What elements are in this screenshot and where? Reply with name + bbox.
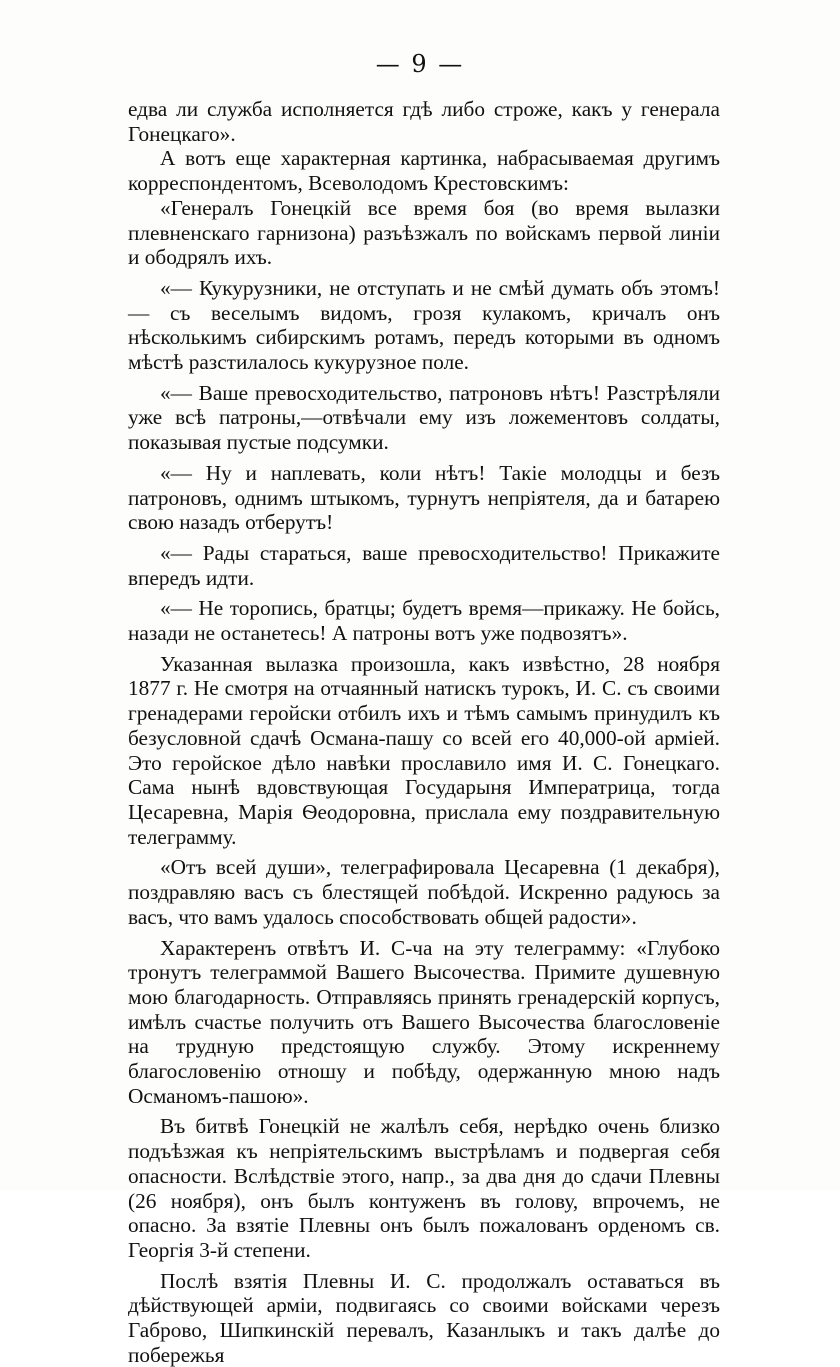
paragraph: «— Не торопись, братцы; будетъ время—прикажу. Не бойсь, назади не останетесь! А патроны вотъ уже подвозятъ». <box>128 596 720 646</box>
paragraph: Въ битвѣ Гонецкій не жалѣлъ себя, нерѣдко очень близко подъѣзжая къ непріятельскимъ выстрѣламъ и подвергая себя опасности. Вслѣдствіе этого, напр., за два дня до сдачи Плевны (26 ноября), онъ былъ контуженъ въ голову, впрочемъ, не опасно. За взятіе Плевны онъ былъ пожалованъ орденомъ св. Георгія 3-й степени. <box>128 1114 720 1262</box>
page-number: — 9 — <box>375 50 465 78</box>
paragraph: Послѣ взятія Плевны И. С. продолжалъ оставаться въ дѣйствующей арміи, подвигаясь со своими войсками черезъ Габрово, Шипкинскій перевалъ, Казанлыкъ и такъ далѣе до побережья <box>128 1268 720 1367</box>
body-text <box>128 97 720 1367</box>
paragraph: «— Ну и наплевать, коли нѣтъ! Такіе молодцы и безъ патроновъ, однимъ штыкомъ, турнутъ непріятеля, да и батарею свою назадъ отберутъ! <box>128 460 720 535</box>
paragraph: «Генералъ Гонецкій все время боя (во время вылазки плевненскаго гарнизона) разъѣзжалъ по войскамъ первой линіи и ободрялъ ихъ. <box>128 195 720 270</box>
paragraph: А вотъ еще характерная картинка, набрасываемая другимъ корреспондентомъ, Всеволодомъ Крестовскимъ: <box>128 146 720 196</box>
paragraph: Указанная вылазка произошла, какъ извѣстно, 28 ноября 1877 г. Не смотря на отчаянный натискъ турокъ, И. С. съ своими гренадерами геройски отбилъ ихъ и тѣмъ самымъ принудилъ къ безусловной сдачѣ Османа-пашу со всей его 40,000-ой арміей. Это геройское дѣло навѣки прославило имя И. С. Гонецкаго. Сама нынѣ вдовствующая Государыня Императрица, тогда Цесаревна, Марія Ѳеодоровна, прислала ему поздравительную телеграмму. <box>128 651 720 849</box>
paragraph: едва ли служба исполняется гдѣ либо строже, какъ у генерала Гонецкаго». <box>128 97 720 146</box>
paragraph: «— Ваше превосходительство, патроновъ нѣтъ! Разстрѣляли уже всѣ патроны,—отвѣчали ему изъ ложементовъ солдаты, показывая пустые подсумки. <box>128 380 720 455</box>
paragraph: «— Рады стараться, ваше превосходительство! Прикажите впередъ идти. <box>128 540 720 590</box>
paragraph: «Отъ всей души», телеграфировала Цесаревна (1 декабря), поздравляю васъ съ блестящей побѣдой. Искренно радуюсь за васъ, что вамъ удалось способствовать общей радости». <box>128 855 720 929</box>
paragraph: Характеренъ отвѣтъ И. С-ча на эту телеграмму: «Глубоко тронутъ телеграммой Вашего Высочества. Примите душевную мою благодарность. Отправляясь принять гренадерскій корпусъ, имѣлъ счастье получить отъ Вашего Высочества благословеніе на трудную предстоящую службу. Этому искреннему благословенію отношу и побѣду, одержанную мною надъ Османомъ-пашою». <box>128 935 720 1108</box>
paragraph: «— Кукурузники, не отступать и не смѣй думать объ этомъ!— съ веселымъ видомъ, грозя кулакомъ, кричалъ онъ нѣсколькимъ сибирскимъ ротамъ, передъ которыми въ одномъ мѣстѣ разстилалось кукурузное поле. <box>128 275 720 375</box>
